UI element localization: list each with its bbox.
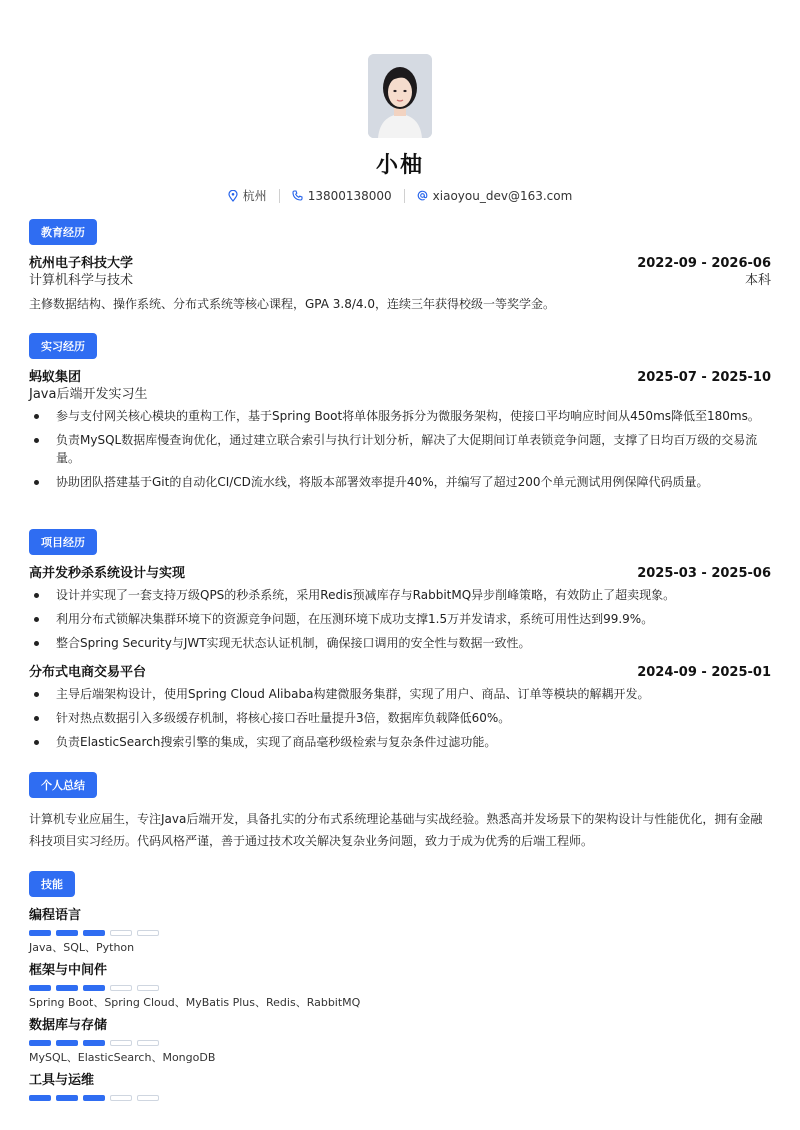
- education-detail-row: [29, 272, 771, 289]
- skill-items: Spring Boot、Spring Cloud、MyBatis Plus、Redis、RabbitMQ: [29, 996, 361, 1009]
- skill-level-segment: [137, 1040, 159, 1046]
- skill-level-segment: [56, 985, 78, 991]
- skill-level-segment: [110, 1095, 132, 1101]
- skills-list: [29, 908, 771, 1101]
- major: 计算机科学与技术: [29, 273, 134, 288]
- skill-level-segment: [110, 930, 132, 936]
- email-contact: [417, 189, 573, 203]
- list-item: 利用分布式锁解决集群环境下的资源竞争问题，在压测环境下成功支撑1.5万并发请求，系统可用性达到99.9%。: [29, 610, 771, 628]
- company-name: 蚂蚁集团: [29, 370, 82, 385]
- education-header-row: [29, 255, 771, 272]
- project-name: 高并发秒杀系统设计与实现: [29, 566, 186, 581]
- skill-level-segment: [83, 1095, 105, 1101]
- list-item: 负责MySQL数据库慢查询优化，通过建立联合索引与执行计划分析，解决了大促期间订单表锁竞争问题，支撑了日均百万级的交易流量。: [29, 431, 771, 467]
- school-name: 杭州电子科技大学: [29, 256, 134, 271]
- skill-items: MySQL、ElasticSearch、MongoDB: [29, 1051, 216, 1064]
- phone-text[interactable]: 13800138000: [307, 188, 392, 203]
- phone-icon: [292, 190, 303, 201]
- divider: [279, 189, 280, 203]
- internship-period: 2025-07 - 2025-10: [637, 370, 771, 385]
- skill-level-bars: [29, 985, 771, 991]
- project-bullets: [29, 586, 771, 652]
- skill-level-segment: [83, 1040, 105, 1046]
- project-bullets: [29, 685, 771, 751]
- contact-bar: [0, 187, 800, 204]
- skill-level-segment: [83, 985, 105, 991]
- skill-items: Java、SQL、Python: [29, 941, 135, 954]
- project-period: 2024-09 - 2025-01: [637, 665, 771, 680]
- internship-role: Java后端开发实习生: [29, 387, 148, 402]
- email-text[interactable]: xiaoyou_dev@163.com: [432, 188, 573, 203]
- skill-level-bars: [29, 930, 771, 936]
- list-item: 针对热点数据引入多级缓存机制，将核心接口吞吐量提升3倍，数据库负载降低60%。: [29, 709, 771, 727]
- skill-level-segment: [110, 985, 132, 991]
- education-section: [29, 219, 771, 315]
- project-period: 2025-03 - 2025-06: [637, 566, 771, 581]
- skill-level-segment: [56, 1095, 78, 1101]
- project-name: 分布式电商交易平台: [29, 665, 147, 680]
- skill-level-bars: [29, 1040, 771, 1046]
- skill-category: 数据库与存储: [29, 1018, 108, 1033]
- skill-level-segment: [56, 930, 78, 936]
- skill-level-segment: [137, 1095, 159, 1101]
- list-item: 整合Spring Security与JWT实现无状态认证机制，确保接口调用的安全性与数据一致性。: [29, 634, 771, 652]
- skills-section: [29, 871, 771, 1101]
- degree: 本科: [744, 273, 771, 288]
- skill-level-segment: [29, 930, 51, 936]
- internship-bullets: [29, 407, 771, 491]
- phone-contact: [292, 189, 392, 203]
- skill-category: 工具与运维: [29, 1073, 95, 1088]
- list-item: 主导后端架构设计，使用Spring Cloud Alibaba构建微服务集群，实现了用户、商品、订单等模块的解耦开发。: [29, 685, 771, 703]
- avatar: [368, 54, 432, 138]
- location-contact: [228, 187, 267, 204]
- skill-group: [29, 1073, 771, 1101]
- skill-level-segment: [29, 1040, 51, 1046]
- list-item: 负责ElasticSearch搜索引擎的集成，实现了商品毫秒级检索与复杂条件过滤功能。: [29, 733, 771, 751]
- list-item: 参与支付网关核心模块的重构工作，基于Spring Boot将单体服务拆分为微服务架构，使接口平均响应时间从450ms降低至180ms。: [29, 407, 771, 425]
- project-header-row: [29, 664, 771, 681]
- section-tag-internship: 实习经历: [29, 333, 97, 359]
- skill-category: 框架与中间件: [29, 963, 108, 978]
- internship-section: [29, 333, 771, 497]
- summary-text: 计算机专业应届生，专注Java后端开发，具备扎实的分布式系统理论基础与实战经验。熟悉高并发场景下的架构设计与性能优化，拥有金融科技项目实习经历。代码风格严谨，善于通过技术攻关解决复杂业务问题，致力于成为优秀的后端工程师。: [29, 812, 763, 848]
- internship-role-row: [29, 386, 771, 403]
- skill-level-segment: [110, 1040, 132, 1046]
- projects-section: [29, 529, 771, 757]
- skill-group: [29, 908, 771, 955]
- section-tag-projects: 项目经历: [29, 529, 97, 555]
- education-description: 主修数据结构、操作系统、分布式系统等核心课程，GPA 3.8/4.0，连续三年获得校级一等奖学金。: [29, 297, 556, 311]
- skill-group: [29, 1018, 771, 1065]
- skill-level-segment: [29, 985, 51, 991]
- location-pin-icon: [228, 190, 238, 202]
- location-text: 杭州: [242, 189, 267, 203]
- list-item: 设计并实现了一套支持万级QPS的秒杀系统，采用Redis预减库存与RabbitMQ异步削峰策略，有效防止了超卖现象。: [29, 586, 771, 604]
- skill-group: [29, 963, 771, 1010]
- project-header-row: [29, 565, 771, 582]
- skill-category: 编程语言: [29, 908, 82, 923]
- resume-header: [0, 54, 800, 204]
- skill-level-segment: [56, 1040, 78, 1046]
- skill-level-segment: [29, 1095, 51, 1101]
- candidate-name: 小柚: [375, 153, 424, 178]
- education-period: 2022-09 - 2026-06: [637, 256, 771, 271]
- email-at-icon: [417, 190, 428, 201]
- list-item: 协助团队搭建基于Git的自动化CI/CD流水线，将版本部署效率提升40%，并编写了超过200个单元测试用例保障代码质量。: [29, 473, 771, 491]
- skill-level-segment: [137, 985, 159, 991]
- skill-level-segment: [137, 930, 159, 936]
- section-tag-skills: 技能: [29, 871, 75, 897]
- divider: [404, 189, 405, 203]
- skill-level-segment: [83, 930, 105, 936]
- section-tag-summary: 个人总结: [29, 772, 97, 798]
- summary-section: [29, 772, 771, 852]
- section-tag-education: 教育经历: [29, 219, 97, 245]
- internship-header-row: [29, 369, 771, 386]
- skill-level-bars: [29, 1095, 771, 1101]
